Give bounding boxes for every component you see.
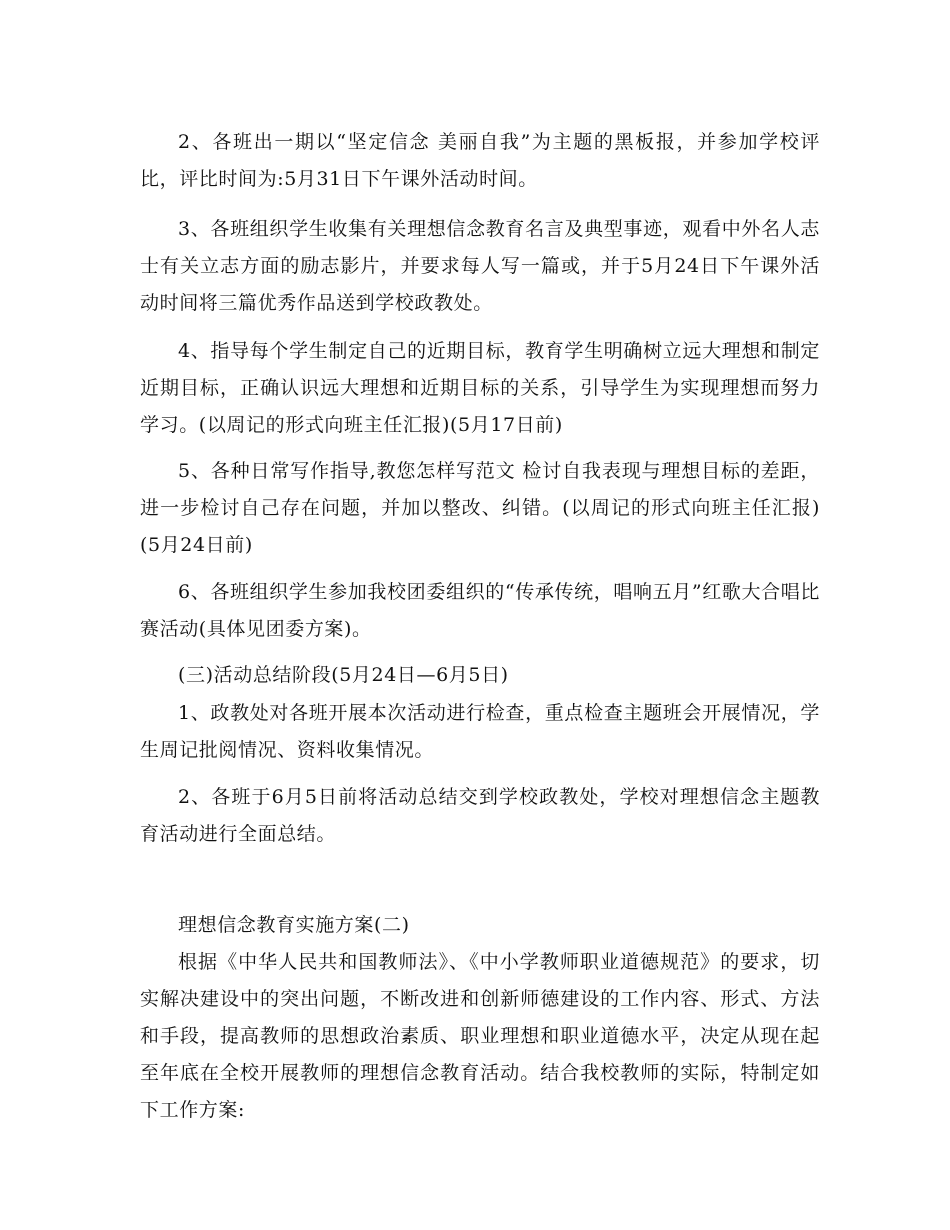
intro-paragraph: 根据《中华人民共和国教师法》、《中小学教师职业道德规范》的要求，切实解决建设中的突出问题，不断改进和创新师德建设的工作内容、形式、方法和手段，提高教师的思想政治素质、职业理想和职业道德水平，决定从现在起至年底在全校开展教师的理想信念教育活动。结合我校教师的实际，特制定如下工作方案:	[140, 951, 820, 1121]
paragraph-near-term-goals: 4、指导每个学生制定自己的近期目标，教育学生明确树立远大理想和制定近期目标，正确认识远大理想和近期目标的关系，引导学生为实现理想而努力学习。(以周记的形式向班主任汇报)(5月17日前)	[140, 340, 820, 436]
paragraph-red-song-contest: 6、各班组织学生参加我校团委组织的“传承传统，唱响五月”红歌大合唱比赛活动(具体见团委方案)。	[140, 581, 820, 640]
heading-summary-stage: (三)活动总结阶段(5月24日—6月5日)	[178, 664, 509, 686]
paragraph-writing-guidance: 5、各种日常写作指导,教您怎样写范文 检讨自我表现与理想目标的差距，进一步检讨自己存在问题，并加以整改、纠错。(以周记的形式向班主任汇报)(5月24日前)	[140, 460, 820, 556]
section-title: 理想信念教育实施方案(二)	[178, 914, 410, 936]
paragraph-collect-famous-quotes: 3、各班组织学生收集有关理想信念教育名言及典型事迹，观看中外名人志士有关立志方面的励志影片，并要求每人写一篇或，并于5月24日下午课外活动时间将三篇优秀作品送到学校政教处。	[140, 218, 820, 314]
paragraph-inspection: 1、政教处对各班开展本次活动进行检查，重点检查主题班会开展情况，学生周记批阅情况、资料收集情况。	[140, 702, 820, 761]
paragraph-activity-summary: 2、各班于6月5日前将活动总结交到学校政教处，学校对理想信念主题教育活动进行全面总结。	[140, 786, 820, 845]
paragraph-blackboard-newspaper: 2、各班出一期以“坚定信念 美丽自我”为主题的黑板报，并参加学校评比，评比时间为:5月31日下午课外活动时间。	[140, 131, 820, 190]
